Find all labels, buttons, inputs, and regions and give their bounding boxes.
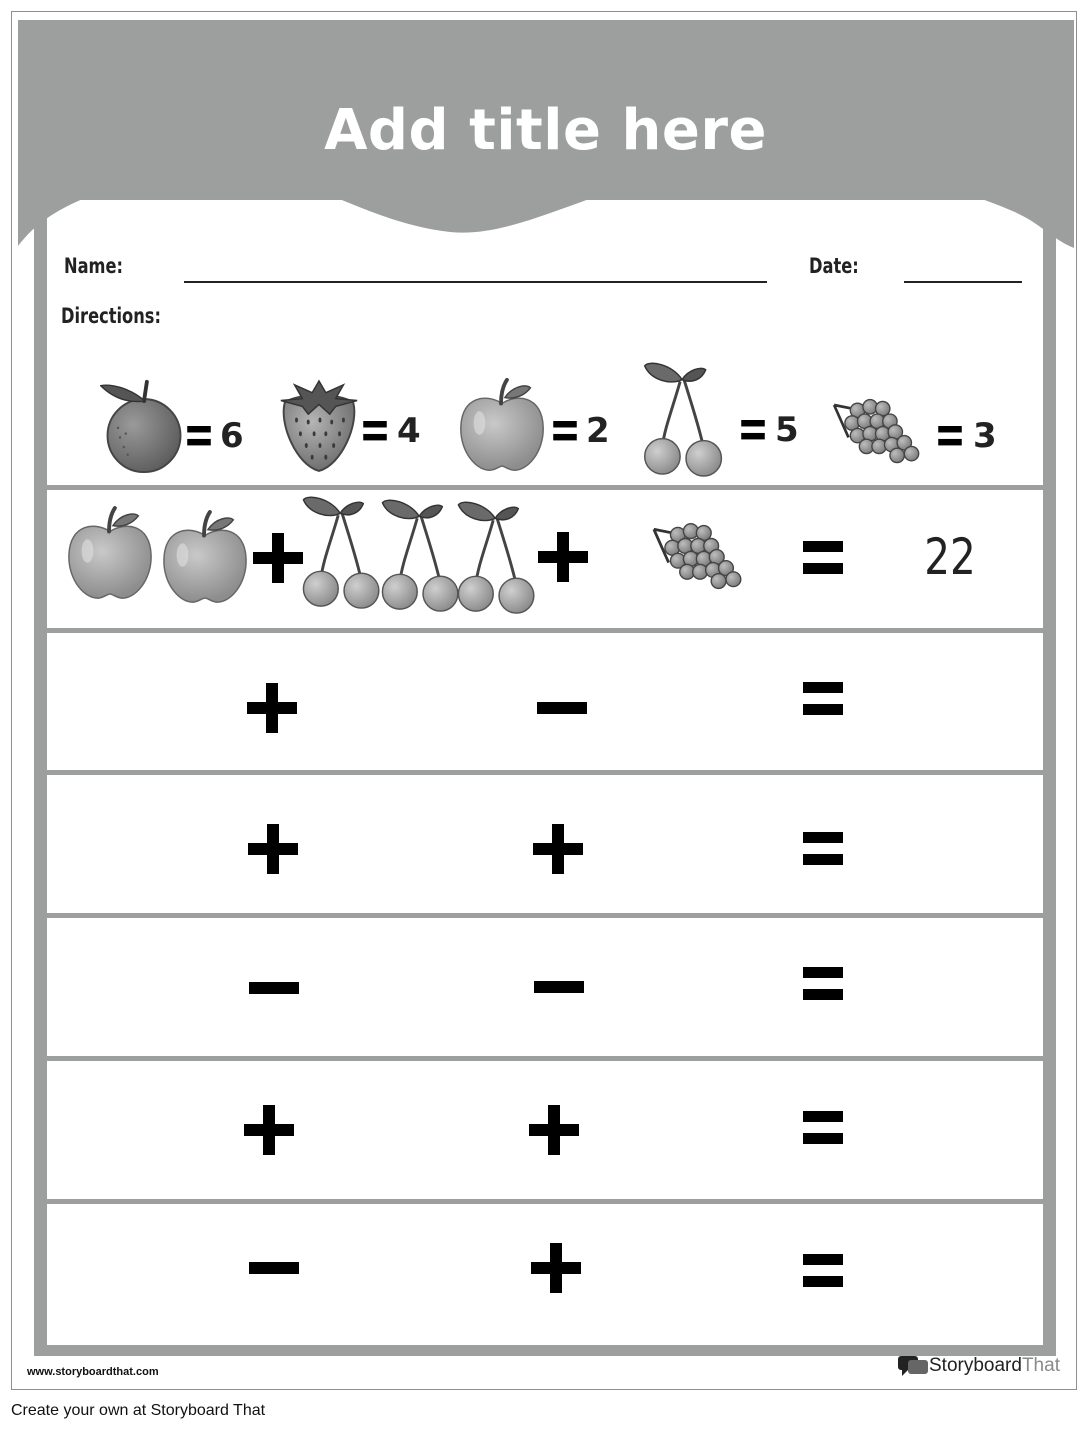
equals-icon — [803, 967, 843, 1001]
row-divider — [47, 1056, 1043, 1061]
row-divider — [47, 770, 1043, 775]
cherry-icon — [640, 360, 734, 478]
row-divider — [47, 485, 1043, 490]
equals-icon — [363, 421, 387, 441]
equals-icon — [938, 426, 962, 446]
apple-value: 2 — [586, 411, 610, 451]
apple-icon — [66, 503, 154, 603]
date-line[interactable] — [904, 281, 1022, 283]
equals-icon — [803, 832, 843, 866]
minus-icon — [537, 683, 587, 733]
grapes-value: 3 — [973, 416, 997, 456]
orange-value: 6 — [220, 416, 244, 456]
cherry-value: 5 — [775, 410, 799, 450]
row-divider — [47, 628, 1043, 633]
equals-icon — [187, 426, 211, 446]
name-label: Name: — [64, 254, 124, 278]
apple-icon — [457, 376, 547, 474]
page-title[interactable]: Add title here — [324, 98, 767, 163]
plus-icon — [244, 1105, 294, 1155]
minus-icon — [249, 1243, 299, 1293]
plus-icon — [531, 1243, 581, 1293]
credit-text[interactable]: Create your own at Storyboard That — [11, 1402, 266, 1419]
example-answer: 22 — [924, 528, 976, 586]
brand-name: Storyboard — [929, 1355, 1022, 1376]
storyboardthat-logo[interactable] — [897, 1354, 1060, 1378]
equals-icon — [553, 421, 577, 441]
minus-icon — [534, 962, 584, 1012]
brand-name-suffix: That — [1021, 1355, 1060, 1376]
directions-label: Directions: — [61, 304, 161, 328]
plus-icon — [248, 824, 298, 874]
equals-icon — [803, 1254, 843, 1288]
plus-icon — [253, 533, 303, 583]
grapes-icon — [826, 396, 934, 468]
equals-icon — [803, 1111, 843, 1145]
plus-icon — [533, 824, 583, 874]
cherry-icon — [453, 499, 547, 615]
date-label: Date: — [809, 254, 859, 278]
apple-icon — [161, 508, 249, 606]
site-url: www.storyboardthat.com — [27, 1366, 159, 1378]
strawberry-value: 4 — [397, 411, 421, 451]
plus-icon — [247, 683, 297, 733]
equals-icon — [803, 682, 843, 716]
speech-bubble-icon — [897, 1354, 929, 1378]
minus-icon — [249, 963, 299, 1013]
name-line[interactable] — [184, 281, 767, 283]
plus-icon — [529, 1105, 579, 1155]
strawberry-icon — [275, 374, 363, 474]
orange-icon — [100, 378, 188, 474]
row-divider — [47, 913, 1043, 918]
row-divider — [47, 1199, 1043, 1204]
equals-icon — [741, 420, 765, 440]
equals-icon — [803, 541, 843, 575]
plus-icon — [538, 532, 588, 582]
grapes-icon — [647, 520, 755, 594]
